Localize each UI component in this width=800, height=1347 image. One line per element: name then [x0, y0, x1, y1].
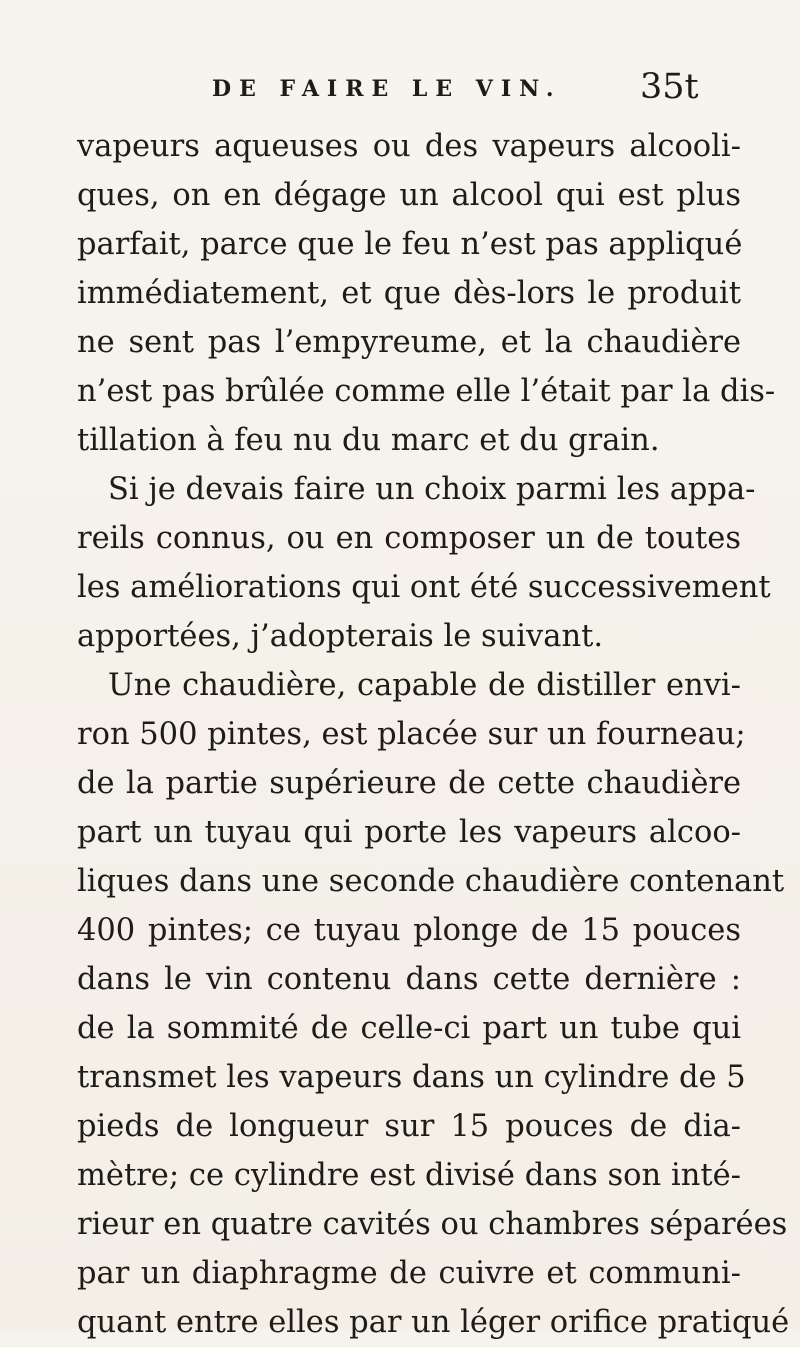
- text-line: dans le vin contenu dans cette dernière :: [77, 962, 741, 997]
- running-head: [0, 67, 800, 112]
- text-line: n’est pas brûlée comme elle l’était par la dis-: [77, 374, 776, 409]
- text-line: pieds de longueur sur 15 pouces de dia-: [77, 1109, 741, 1144]
- text-line: de la sommité de celle-ci part un tube qui: [77, 1011, 741, 1046]
- text-line: apportées, j’adopterais le suivant.: [77, 619, 604, 654]
- text-line: rieur en quatre cavités ou chambres séparées: [77, 1207, 788, 1242]
- text-line: immédiatement, et que dès-lors le produit: [77, 276, 741, 311]
- text-line: par un diaphragme de cuivre et communi-: [77, 1256, 741, 1291]
- text-line: tillation à feu nu du marc et du grain.: [77, 423, 660, 458]
- text-line: vapeurs aqueuses ou des vapeurs alcooli-: [77, 129, 741, 164]
- text-line: transmet les vapeurs dans un cylindre de 5: [77, 1060, 746, 1095]
- text-line: les améliorations qui ont été successivement: [77, 570, 771, 605]
- text-line: reils connus, ou en composer un de toutes: [77, 521, 741, 556]
- text-line: part un tuyau qui porte les vapeurs alcoo-: [77, 815, 741, 850]
- body-text: [77, 122, 790, 1340]
- text-line: ne sent pas l’empyreume, et la chaudière: [77, 325, 741, 360]
- text-line: quant entre elles par un léger orifice pratiqué: [77, 1305, 790, 1340]
- running-title: DE FAIRE LE VIN.: [212, 76, 562, 102]
- text-line: parfait, parce que le feu n’est pas appliqué: [77, 227, 743, 262]
- text-line: de la partie supérieure de cette chaudière: [77, 766, 741, 801]
- text-line: Si je devais faire un choix parmi les appa-: [108, 472, 756, 507]
- text-line: liques dans une seconde chaudière contenant: [77, 864, 785, 899]
- text-line: ques, on en dégage un alcool qui est plus: [77, 178, 741, 213]
- text-line: mètre; ce cylindre est divisé dans son inté-: [77, 1158, 741, 1193]
- text-line: ron 500 pintes, est placée sur un fourneau;: [77, 717, 746, 752]
- text-line: 400 pintes; ce tuyau plonge de 15 pouces: [77, 913, 741, 948]
- page-number: 35t: [640, 67, 699, 107]
- text-line: Une chaudière, capable de distiller envi-: [108, 668, 741, 703]
